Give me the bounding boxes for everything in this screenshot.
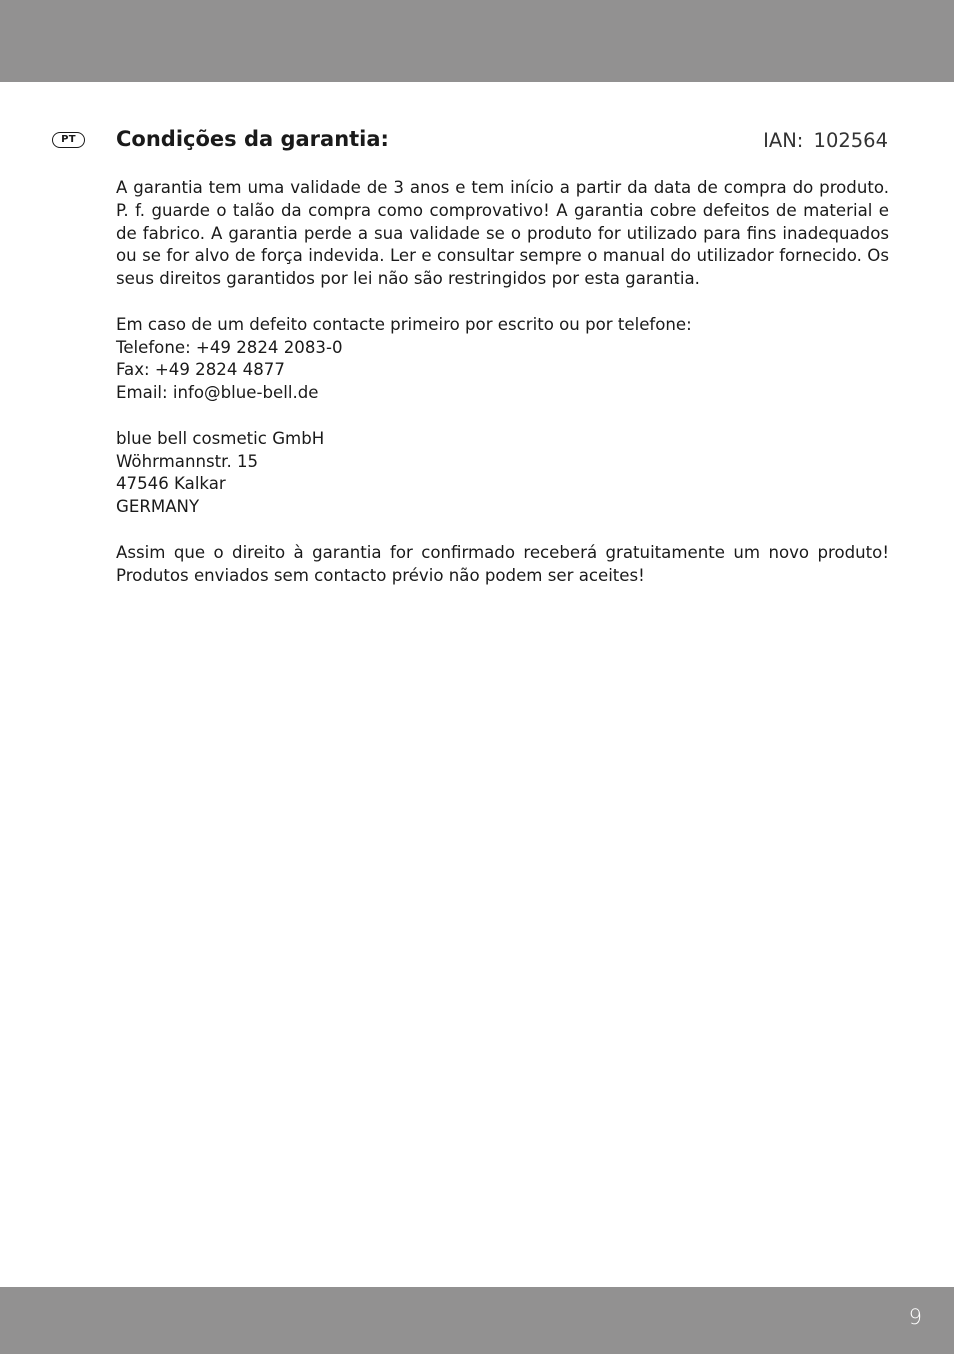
warranty-content (116, 177, 889, 587)
page-number: 9 (908, 1305, 922, 1329)
contact-phone: Telefone: +49 2824 2083-0 (116, 337, 343, 357)
spacer (116, 291, 889, 314)
spacer (116, 405, 889, 428)
warranty-paragraph: A garantia tem uma validade de 3 anos e tem início a partir da data de compra do produto. P. f. guarde o talão da compra como comprovativo! A garantia cobre defeitos de material e de fabrico. A garantia perde a sua validade se o produto for utilizado para fins inadequados ou se for alvo de força indevida. Ler e consultar sempre o manual do utilizador fornecido. Os seus direitos garantidos por lei não são restringidos por esta garantia. (116, 178, 889, 289)
address-city: 47546 Kalkar (116, 474, 226, 494)
contact-email: Email: info@blue-bell.de (116, 383, 319, 403)
address-country: GERMANY (116, 497, 200, 517)
spacer (116, 519, 889, 542)
address-street: Wöhrmannstr. 15 (116, 451, 259, 471)
ian-number: IAN: 102564 (763, 129, 888, 152)
contact-fax: Fax: +49 2824 4877 (116, 360, 285, 380)
contact-intro: Em caso de um defeito contacte primeiro por escrito ou por telefone: (116, 314, 692, 334)
address-company: blue bell cosmetic GmbH (116, 428, 325, 448)
language-badge: PT (52, 132, 85, 148)
closing-paragraph: Assim que o direito à garantia for confirmado receberá gratuitamente um novo produto! Produtos enviados sem contacto prévio não podem ser aceites! (116, 542, 889, 585)
page-title: Condições da garantia: (116, 127, 389, 151)
bottom-footer-band (0, 1287, 954, 1354)
top-header-band (0, 0, 954, 82)
